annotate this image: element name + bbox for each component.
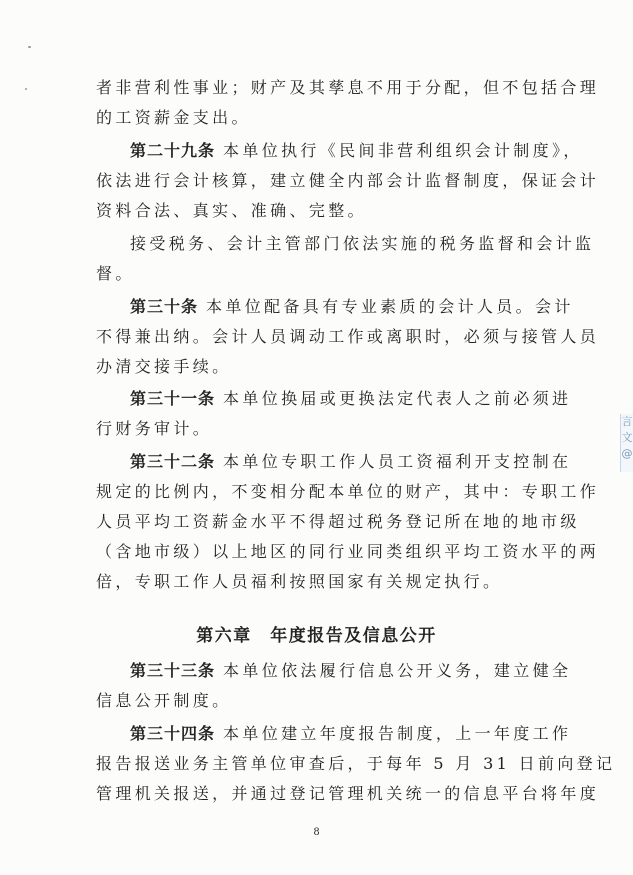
article-heading: 第三十四条	[130, 724, 216, 743]
article-32-line: 第三十二条 本单位专职工作人员工资福利开支控制在	[130, 452, 572, 471]
side-tab-char: 言	[621, 415, 633, 428]
text-line: 依法进行会计核算，建立健全内部会计监督制度，保证会计	[96, 171, 600, 190]
text-line: 不得兼出纳。会计人员调动工作或离职时，必须与接管人员	[96, 327, 600, 346]
article-31-line: 第三十一条 本单位换届或更换法定代表人之前必须进	[130, 389, 572, 408]
text-line: 者非营利性事业；财产及其孳息不用于分配，但不包括合理	[96, 78, 600, 97]
scan-speck	[25, 88, 27, 90]
text-line: 督。	[96, 264, 135, 283]
page-number: 8	[313, 827, 320, 838]
article-heading: 第三十条	[130, 297, 199, 316]
article-heading: 第三十二条	[130, 452, 216, 471]
text-line: 接受税务、会计主管部门依法实施的税务监督和会计监	[130, 234, 595, 253]
article-heading: 第三十三条	[130, 661, 216, 680]
article-heading: 第二十九条	[130, 141, 216, 160]
article-30-line: 第三十条 本单位配备具有专业素质的会计人员。会计	[130, 297, 574, 316]
text-line: 倍，专职工作人员福利按照国家有关规定执行。	[96, 572, 503, 591]
article-33-line: 第三十三条 本单位依法履行信息公开义务，建立健全	[130, 661, 572, 680]
side-tab[interactable]	[620, 414, 633, 472]
text-line: 办清交接手续。	[96, 357, 232, 376]
text-line: 报告报送业务主管单位审查后，于每年 5 月 31 日前向登记	[96, 754, 616, 773]
text-line: 行财务审计。	[96, 419, 213, 438]
text-line: 信息公开制度。	[96, 691, 232, 710]
side-tab-char: @	[621, 447, 633, 460]
side-tab-char: 文	[621, 431, 633, 444]
article-heading: 第三十一条	[130, 389, 216, 408]
article-29-line: 第二十九条 本单位执行《民间非营利组织会计制度》，	[130, 141, 583, 160]
text-line: 规定的比例内，不变相分配本单位的财产，其中：专职工作	[96, 482, 600, 501]
text-line: （含地市级）以上地区的同行业同类组织平均工资水平的两	[96, 542, 600, 561]
scan-speck	[28, 46, 31, 48]
text-line: 的工资薪金支出。	[96, 108, 251, 127]
chapter-title: 第六章 年度报告及信息公开	[196, 626, 437, 646]
article-34-line: 第三十四条 本单位建立年度报告制度，上一年度工作	[130, 724, 572, 743]
text-line: 资料合法、真实、准确、完整。	[96, 201, 367, 220]
text-line: 管理机关报送，并通过登记管理机关统一的信息平台将年度	[96, 784, 600, 803]
text-line: 人员平均工资薪金水平不得超过税务登记所在地的地市级	[96, 512, 580, 531]
